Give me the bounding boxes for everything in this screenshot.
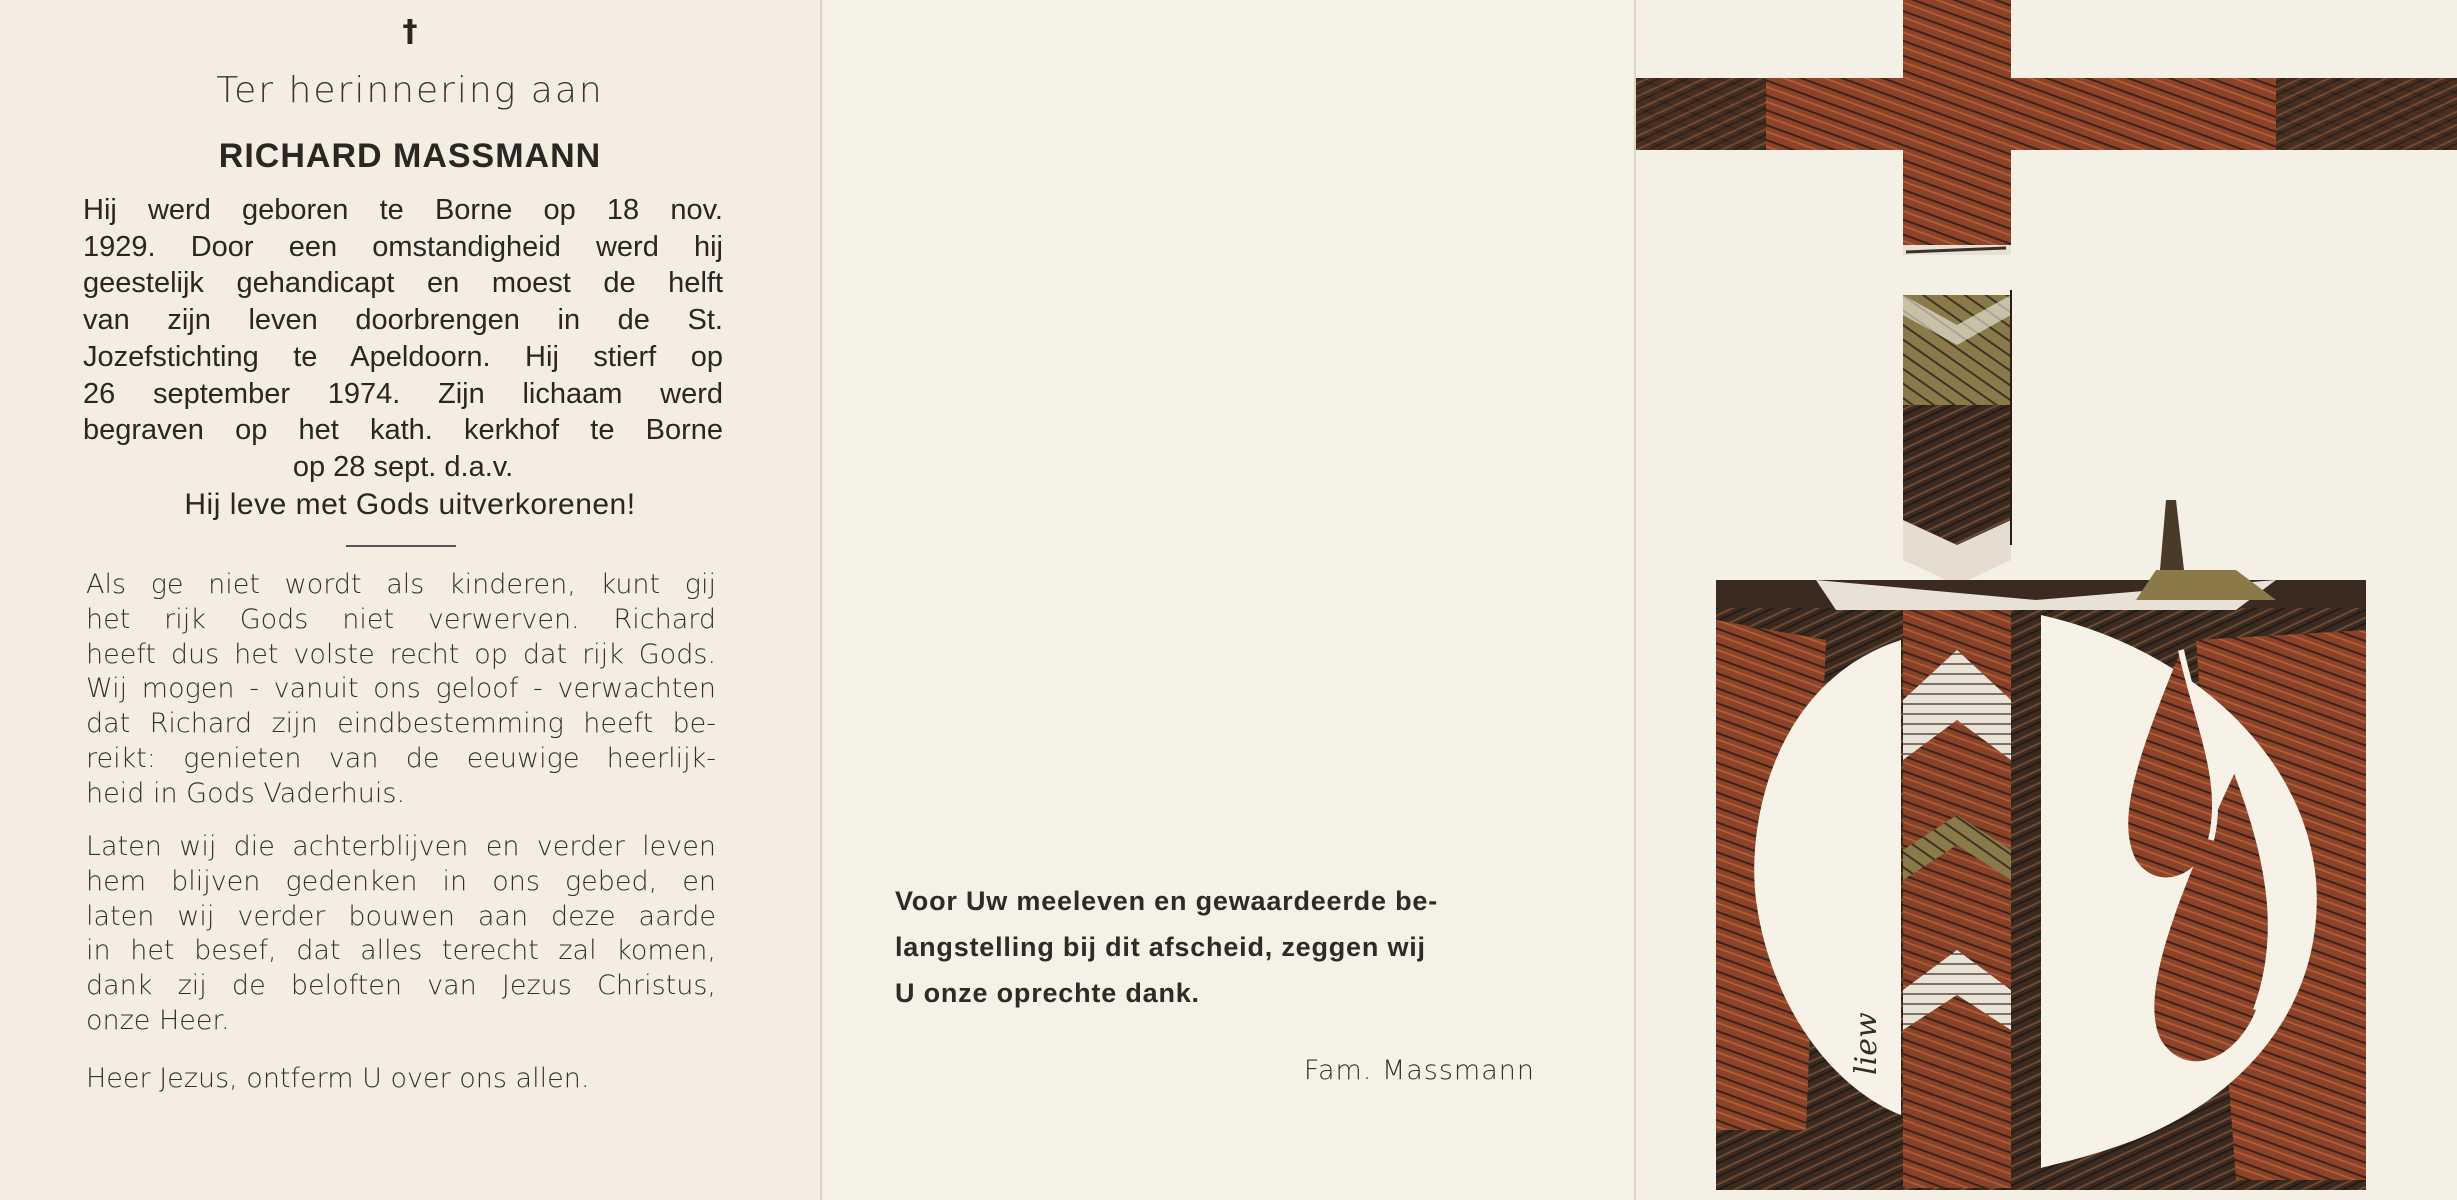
closing-prayer [86,1062,716,1097]
artwork-panel [1636,0,2457,1200]
poem-line: heeft dus het volste recht op dat rijk Gods. [86,638,716,670]
poem-line: onze Heer. [86,1004,230,1036]
poem-line: laten wij verder bouwen aan deze aarde [86,900,716,932]
poem-line: in het besef, dat alles terecht zal komen, [86,935,716,967]
divider [346,545,456,547]
remembrance-paragraph [86,830,716,1039]
family-signature: Fam. Massmann [1303,1055,1535,1086]
blessing: Hij leve met Gods uitverkorenen! [184,488,636,521]
bio-line: van zijn leven doorbrengen in de St. [83,304,723,337]
cross-flame-icon [1636,0,2457,1200]
poem-line: reikt: genieten van de eeuwige heerlijk- [86,742,716,774]
reflection-paragraph [86,568,716,812]
biography [83,192,723,486]
thanks-line: langstelling bij dit afscheid, zeggen wij [895,932,1426,962]
thanks-line: U onze oprechte dank. [895,978,1200,1008]
memorial-text-panel [0,0,820,1200]
poem-line: dank zij de beloften van Jezus Christus, [86,970,716,1002]
cross-icon: † [402,14,418,49]
poem-line: dat Richard zijn eindbestemming heeft be- [86,708,716,740]
poem-line: Wij mogen - vanuit ons geloof - verwachten [86,673,716,705]
bio-line: op 28 sept. d.a.v. [292,450,514,483]
bio-line: geestelijk gehandicapt en moest de helft [83,267,723,300]
closing-line: Heer Jezus, ontferm U over ons allen. [86,1063,590,1094]
bio-line: 26 september 1974. Zijn lichaam werd [83,377,723,410]
poem-line: hem blijven gedenken in ons gebed, en [86,865,716,897]
bio-line: 1929. Door een omstandigheid werd hij [83,230,723,263]
bio-line: Jozefstichting te Apeldoorn. Hij stierf op [83,340,723,373]
bio-line: begraven op het kath. kerkhof te Borne [83,414,723,447]
thanks-message [895,878,1535,1016]
intro-text: Ter herinnering aan [216,70,604,111]
poem-line: heid in Gods Vaderhuis. [86,777,406,809]
bio-line: Hij werd geboren te Borne op 18 nov. [83,194,723,226]
artist-signature: liew [1849,1012,1884,1075]
deceased-name: RICHARD MASSMANN [218,137,602,175]
thanks-line: Voor Uw meeleven en gewaardeerde be- [895,886,1438,916]
thanks-panel [822,0,1634,1200]
poem-line: Laten wij die achterblijven en verder leven [86,831,716,862]
poem-line: Als ge niet wordt als kinderen, kunt gij [86,569,716,600]
poem-line: het rijk Gods niet verwerven. Richard [86,603,716,635]
